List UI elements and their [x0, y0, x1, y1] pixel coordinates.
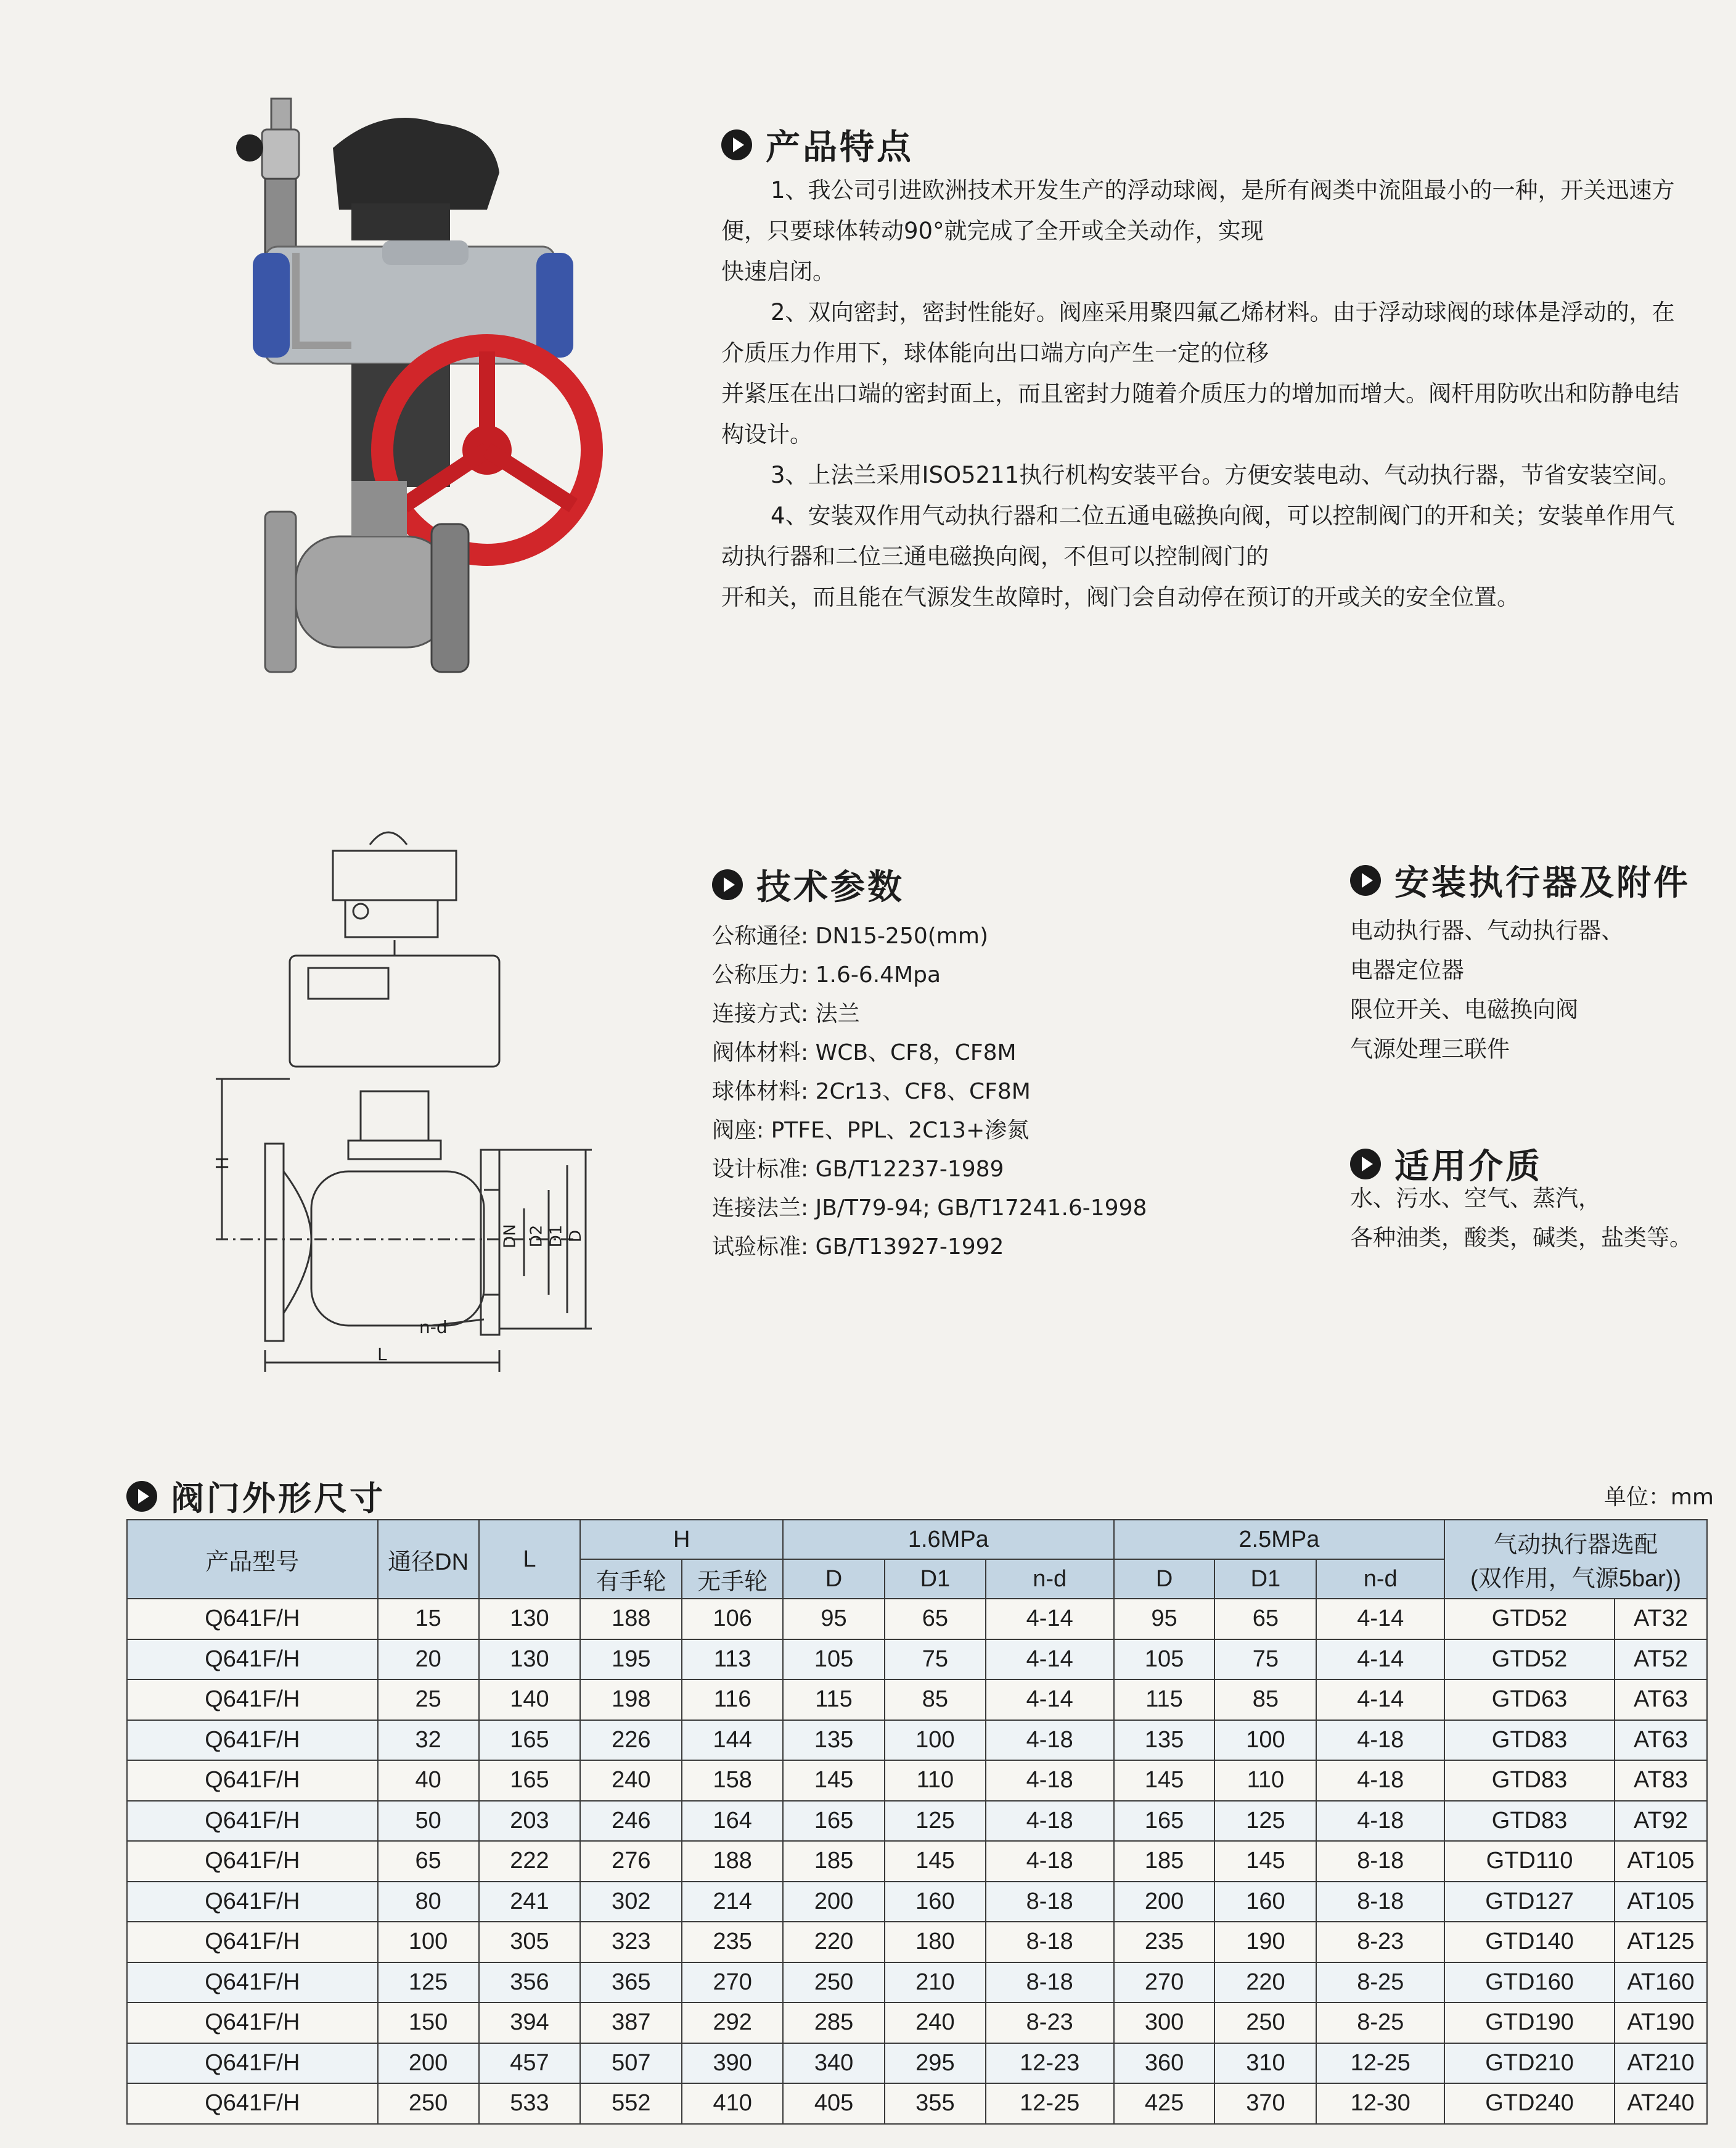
table-cell: 135 — [1114, 1720, 1215, 1761]
table-cell: 250 — [1214, 2002, 1316, 2043]
table-cell: Q641F/H — [127, 1639, 378, 1680]
table-cell: AT52 — [1615, 1639, 1707, 1680]
table-cell: 125 — [885, 1801, 986, 1842]
table-cell: GTD52 — [1444, 1599, 1615, 1639]
table-cell: GTD190 — [1444, 2002, 1615, 2043]
table-cell: 165 — [1114, 1801, 1215, 1842]
tech-row: 阀座: PTFE、PPL、2C13+渗氮 — [712, 1118, 1030, 1143]
table-cell: GTD83 — [1444, 1720, 1615, 1761]
col-16mpa: 1.6MPa — [783, 1520, 1114, 1559]
table-cell: 220 — [1214, 1962, 1316, 2003]
table-cell: 240 — [885, 2002, 986, 2043]
features-title: 产品特点 — [721, 120, 914, 170]
table-cell: 8-18 — [986, 1922, 1114, 1962]
table-cell: 356 — [479, 1962, 581, 2003]
table-cell: 241 — [479, 1882, 581, 1922]
table-cell: 95 — [783, 1599, 885, 1639]
table-cell: 160 — [1214, 1882, 1316, 1922]
table-cell: 4-18 — [1316, 1760, 1444, 1801]
tech-row: 公称压力: 1.6-6.4Mpa — [712, 962, 941, 988]
table-cell: 203 — [479, 1801, 581, 1842]
tech-row: 阀体材料: WCB、CF8，CF8M — [712, 1040, 1017, 1065]
table-cell: GTD240 — [1444, 2083, 1615, 2124]
table-cell: 165 — [479, 1720, 581, 1761]
col-with-handwheel: 有手轮 — [580, 1559, 682, 1599]
col-d1: D1 — [1214, 1559, 1316, 1599]
table-cell: 8-23 — [1316, 1922, 1444, 1962]
table-cell: 210 — [885, 1962, 986, 2003]
table-cell: 246 — [580, 1801, 682, 1842]
table-cell: 270 — [1114, 1962, 1215, 2003]
actuator-item: 电器定位器 — [1350, 957, 1464, 983]
feature-3: 3、上法兰采用ISO5211执行机构安装平台。方便安装电动、气动执行器，节省安装空间。 — [771, 462, 1681, 488]
table-cell: 4-18 — [986, 1720, 1114, 1761]
table-cell: 295 — [885, 2043, 986, 2084]
table-cell: 12-25 — [1316, 2043, 1444, 2084]
feature-1-line1: 1、我公司引进欧洲技术开发生产的浮动球阀，是所有阀类中流阻最小的一种，开关迅速方 — [771, 177, 1675, 203]
table-cell: 195 — [580, 1639, 682, 1680]
table-cell: Q641F/H — [127, 1882, 378, 1922]
table-cell: AT63 — [1615, 1679, 1707, 1720]
table-cell: GTD52 — [1444, 1639, 1615, 1680]
media-list — [1350, 1179, 1692, 1258]
table-cell: 4-14 — [1316, 1639, 1444, 1680]
table-cell: 8-18 — [986, 1962, 1114, 2003]
table-cell: 360 — [1114, 2043, 1215, 2084]
table-cell: 4-14 — [986, 1679, 1114, 1720]
table-cell: Q641F/H — [127, 2043, 378, 2084]
table-cell: 75 — [1214, 1639, 1316, 1680]
table-cell: 65 — [885, 1599, 986, 1639]
table-cell: GTD63 — [1444, 1679, 1615, 1720]
table-cell: GTD110 — [1444, 1841, 1615, 1882]
table-cell: 40 — [378, 1760, 479, 1801]
feature-2-line2: 介质压力作用下，球体能向出口端方向产生一定的位移 — [721, 340, 1269, 366]
table-cell: Q641F/H — [127, 1922, 378, 1962]
feature-4-line1: 4、安装双作用气动执行器和二位五通电磁换向阀，可以控制阀门的开和关；安装单作用气 — [771, 502, 1675, 529]
table-row — [127, 2002, 1707, 2043]
table-cell: 188 — [580, 1599, 682, 1639]
table-cell: 240 — [580, 1760, 682, 1801]
tech-row: 试验标准: GB/T13927-1992 — [712, 1234, 1004, 1260]
feature-2-line1: 2、双向密封，密封性能好。阀座采用聚四氟乙烯材料。由于浮动球阀的球体是浮动的，在 — [771, 299, 1675, 326]
feature-2-line3: 并紧压在出口端的密封面上，而且密封力随着介质压力的增加而增大。阀杆用防吹出和防静电结 — [721, 380, 1679, 407]
unit-label: 单位：mm — [1603, 1485, 1714, 1510]
feature-4-line2: 动执行器和二位三通电磁换向阀，不但可以控制阀门的 — [721, 543, 1269, 570]
table-cell: 115 — [783, 1679, 885, 1720]
table-cell: AT105 — [1615, 1882, 1707, 1922]
table-cell: 85 — [885, 1679, 986, 1720]
table-cell: 105 — [783, 1639, 885, 1680]
table-cell: 4-14 — [1316, 1599, 1444, 1639]
dims-title: 阀门外形尺寸 — [126, 1472, 385, 1520]
actuators-list — [1350, 911, 1624, 1069]
table-cell: 235 — [1114, 1922, 1215, 1962]
table-cell: 425 — [1114, 2083, 1215, 2124]
table-cell: 15 — [378, 1599, 479, 1639]
table-cell: 100 — [1214, 1720, 1316, 1761]
play-icon — [126, 1481, 157, 1512]
table-cell: 50 — [378, 1801, 479, 1842]
table-cell: 110 — [885, 1760, 986, 1801]
table-cell: 145 — [885, 1841, 986, 1882]
col-model: 产品型号 — [127, 1520, 378, 1599]
table-cell: 65 — [1214, 1599, 1316, 1639]
table-cell: 113 — [682, 1639, 783, 1680]
table-cell: 355 — [885, 2083, 986, 2124]
table-cell: Q641F/H — [127, 1801, 378, 1842]
table-cell: 4-18 — [986, 1801, 1114, 1842]
table-cell: 144 — [682, 1720, 783, 1761]
table-cell: 200 — [378, 2043, 479, 2084]
table-cell: 65 — [378, 1841, 479, 1882]
col-without-handwheel: 无手轮 — [682, 1559, 783, 1599]
table-cell: 305 — [479, 1922, 581, 1962]
table-cell: 276 — [580, 1841, 682, 1882]
table-cell: GTD127 — [1444, 1882, 1615, 1922]
play-icon — [1350, 865, 1381, 896]
table-cell: 4-18 — [986, 1760, 1114, 1801]
table-cell: 105 — [1114, 1639, 1215, 1680]
table-cell: AT32 — [1615, 1599, 1707, 1639]
table-cell: 190 — [1214, 1922, 1316, 1962]
dimensions-table — [126, 1519, 1708, 2125]
table-cell: 200 — [1114, 1882, 1215, 1922]
table-cell: 200 — [783, 1882, 885, 1922]
table-cell: AT190 — [1615, 2002, 1707, 2043]
tech-row: 设计标准: GB/T12237-1989 — [712, 1157, 1004, 1182]
table-cell: 185 — [783, 1841, 885, 1882]
feature-1-line3: 快速启闭。 — [721, 258, 835, 285]
table-cell: Q641F/H — [127, 1720, 378, 1761]
table-cell: 25 — [378, 1679, 479, 1720]
table-cell: 32 — [378, 1720, 479, 1761]
table-cell: 150 — [378, 2002, 479, 2043]
col-l: L — [479, 1520, 581, 1599]
col-dn: 通径DN — [378, 1520, 479, 1599]
table-cell: 160 — [885, 1882, 986, 1922]
table-cell: 222 — [479, 1841, 581, 1882]
drawing-label-d2: D2 — [527, 1224, 546, 1248]
table-cell: 198 — [580, 1679, 682, 1720]
table-cell: AT92 — [1615, 1801, 1707, 1842]
table-cell: 8-25 — [1316, 2002, 1444, 2043]
media-title: 适用介质 — [1350, 1139, 1542, 1189]
table-cell: 292 — [682, 2002, 783, 2043]
table-cell: Q641F/H — [127, 1760, 378, 1801]
table-cell: 507 — [580, 2043, 682, 2084]
table-cell: 106 — [682, 1599, 783, 1639]
play-icon — [721, 129, 752, 160]
feature-1-line2: 便，只要球体转动90°就完成了全开或全关动作，实现 — [721, 218, 1264, 244]
table-cell: 140 — [479, 1679, 581, 1720]
table-cell: AT160 — [1615, 1962, 1707, 2003]
table-row — [127, 1801, 1707, 1842]
table-row — [127, 1922, 1707, 1962]
table-cell: 158 — [682, 1760, 783, 1801]
table-cell: Q641F/H — [127, 1962, 378, 2003]
table-row — [127, 2083, 1707, 2124]
table-cell: 4-14 — [986, 1639, 1114, 1680]
col-actuator: 气动执行器选配 (双作用，气源5bar)) — [1444, 1520, 1707, 1599]
table-cell: 8-18 — [1316, 1841, 1444, 1882]
table-cell: 4-18 — [1316, 1720, 1444, 1761]
play-icon — [1350, 1149, 1381, 1179]
table-cell: 8-18 — [986, 1882, 1114, 1922]
table-cell: 130 — [479, 1639, 581, 1680]
table-row — [127, 2043, 1707, 2084]
table-cell: AT63 — [1615, 1720, 1707, 1761]
table-cell: 165 — [479, 1760, 581, 1801]
features-text — [721, 170, 1720, 618]
table-cell: 12-23 — [986, 2043, 1114, 2084]
table-cell: 457 — [479, 2043, 581, 2084]
table-cell: Q641F/H — [127, 1679, 378, 1720]
table-cell: 12-25 — [986, 2083, 1114, 2124]
table-cell: 250 — [378, 2083, 479, 2124]
table-cell: GTD140 — [1444, 1922, 1615, 1962]
table-cell: 145 — [1214, 1841, 1316, 1882]
table-cell: AT105 — [1615, 1841, 1707, 1882]
table-row — [127, 1760, 1707, 1801]
table-cell: 533 — [479, 2083, 581, 2124]
tech-row: 连接方式: 法兰 — [712, 1001, 860, 1027]
table-cell: 130 — [479, 1599, 581, 1639]
feature-4-line3: 开和关，而且能在气源发生故障时，阀门会自动停在预订的开或关的安全位置。 — [721, 584, 1520, 610]
table-cell: 165 — [783, 1801, 885, 1842]
table-cell: 80 — [378, 1882, 479, 1922]
table-cell: 125 — [378, 1962, 479, 2003]
table-cell: Q641F/H — [127, 1841, 378, 1882]
table-row — [127, 1599, 1707, 1639]
table-cell: 85 — [1214, 1679, 1316, 1720]
table-cell: Q641F/H — [127, 2002, 378, 2043]
table-cell: AT210 — [1615, 2043, 1707, 2084]
table-cell: 164 — [682, 1801, 783, 1842]
table-row — [127, 1639, 1707, 1680]
table-cell: 390 — [682, 2043, 783, 2084]
table-cell: 4-18 — [1316, 1801, 1444, 1842]
table-cell: 370 — [1214, 2083, 1316, 2124]
actuator-item: 气源处理三联件 — [1350, 1036, 1510, 1062]
table-cell: 75 — [885, 1639, 986, 1680]
table-cell: 300 — [1114, 2002, 1215, 2043]
table-cell: 387 — [580, 2002, 682, 2043]
table-cell: Q641F/H — [127, 1599, 378, 1639]
table-cell: 340 — [783, 2043, 885, 2084]
table-cell: 20 — [378, 1639, 479, 1680]
table-row — [127, 1882, 1707, 1922]
tech-row: 连接法兰: JB/T79-94; GB/T17241.6-1998 — [712, 1195, 1147, 1221]
media-item: 各种油类，酸类，碱类，盐类等。 — [1350, 1224, 1692, 1251]
col-d: D — [1114, 1559, 1215, 1599]
drawing-label-nd: n-d — [419, 1317, 448, 1337]
drawing-label-l: L — [377, 1344, 387, 1364]
table-cell: 185 — [1114, 1841, 1215, 1882]
tech-row: 公称通径: DN15-250(mm) — [712, 924, 988, 949]
table-cell: 323 — [580, 1922, 682, 1962]
play-icon — [712, 869, 743, 900]
tech-list — [712, 917, 1147, 1266]
table-cell: 365 — [580, 1962, 682, 2003]
table-cell: 214 — [682, 1882, 783, 1922]
col-d1: D1 — [885, 1559, 986, 1599]
table-cell: 310 — [1214, 2043, 1316, 2084]
table-cell: 110 — [1214, 1760, 1316, 1801]
table-cell: 235 — [682, 1922, 783, 1962]
table-cell: GTD210 — [1444, 2043, 1615, 2084]
table-cell: 188 — [682, 1841, 783, 1882]
tech-row: 球体材料: 2Cr13、CF8、CF8M — [712, 1079, 1031, 1104]
table-cell: 4-14 — [986, 1599, 1114, 1639]
table-cell: 226 — [580, 1720, 682, 1761]
table-cell: 145 — [783, 1760, 885, 1801]
table-cell: 4-14 — [1316, 1679, 1444, 1720]
table-row — [127, 1720, 1707, 1761]
table-cell: 100 — [378, 1922, 479, 1962]
table-cell: 270 — [682, 1962, 783, 2003]
col-nd: n-d — [986, 1559, 1114, 1599]
table-cell: GTD83 — [1444, 1801, 1615, 1842]
drawing-label-d1: D1 — [547, 1224, 566, 1248]
drawing-label-d: D — [567, 1229, 586, 1243]
table-cell: 8-25 — [1316, 1962, 1444, 2003]
table-cell: 250 — [783, 1962, 885, 2003]
table-cell: 12-30 — [1316, 2083, 1444, 2124]
actuator-item: 限位开关、电磁换向阀 — [1350, 996, 1578, 1023]
drawing-label-h: H — [212, 1156, 233, 1170]
table-cell: 180 — [885, 1922, 986, 1962]
table-cell: AT240 — [1615, 2083, 1707, 2124]
table-cell: 8-23 — [986, 2002, 1114, 2043]
table-cell: AT125 — [1615, 1922, 1707, 1962]
table-cell: 145 — [1114, 1760, 1215, 1801]
table-cell: 220 — [783, 1922, 885, 1962]
col-h: H — [580, 1520, 783, 1559]
actuators-title: 安装执行器及附件 — [1350, 856, 1690, 905]
table-cell: 302 — [580, 1882, 682, 1922]
table-cell: 115 — [1114, 1679, 1215, 1720]
table-cell: 405 — [783, 2083, 885, 2124]
table-cell: 410 — [682, 2083, 783, 2124]
feature-2-line4: 构设计。 — [721, 421, 813, 448]
table-cell: 285 — [783, 2002, 885, 2043]
table-cell: 125 — [1214, 1801, 1316, 1842]
table-cell: 135 — [783, 1720, 885, 1761]
valve-photo — [228, 86, 623, 691]
table-cell: 4-18 — [986, 1841, 1114, 1882]
table-row — [127, 1841, 1707, 1882]
tech-title: 技术参数 — [712, 860, 904, 909]
table-cell: 100 — [885, 1720, 986, 1761]
table-cell: 95 — [1114, 1599, 1215, 1639]
actuator-item: 电动执行器、气动执行器、 — [1350, 917, 1624, 944]
table-cell: Q641F/H — [127, 2083, 378, 2124]
table-cell: 116 — [682, 1679, 783, 1720]
table-cell: GTD160 — [1444, 1962, 1615, 2003]
media-item: 水、污水、空气、蒸汽， — [1350, 1185, 1601, 1211]
col-25mpa: 2.5MPa — [1114, 1520, 1445, 1559]
table-cell: GTD83 — [1444, 1760, 1615, 1801]
table-cell: 8-18 — [1316, 1882, 1444, 1922]
col-nd: n-d — [1316, 1559, 1444, 1599]
table-row — [127, 1679, 1707, 1720]
table-cell: 394 — [479, 2002, 581, 2043]
table-cell: AT83 — [1615, 1760, 1707, 1801]
dimension-drawing — [203, 808, 635, 1381]
col-d: D — [783, 1559, 885, 1599]
table-cell: 552 — [580, 2083, 682, 2124]
table-row — [127, 1962, 1707, 2003]
drawing-label-dn: DN — [501, 1224, 520, 1248]
